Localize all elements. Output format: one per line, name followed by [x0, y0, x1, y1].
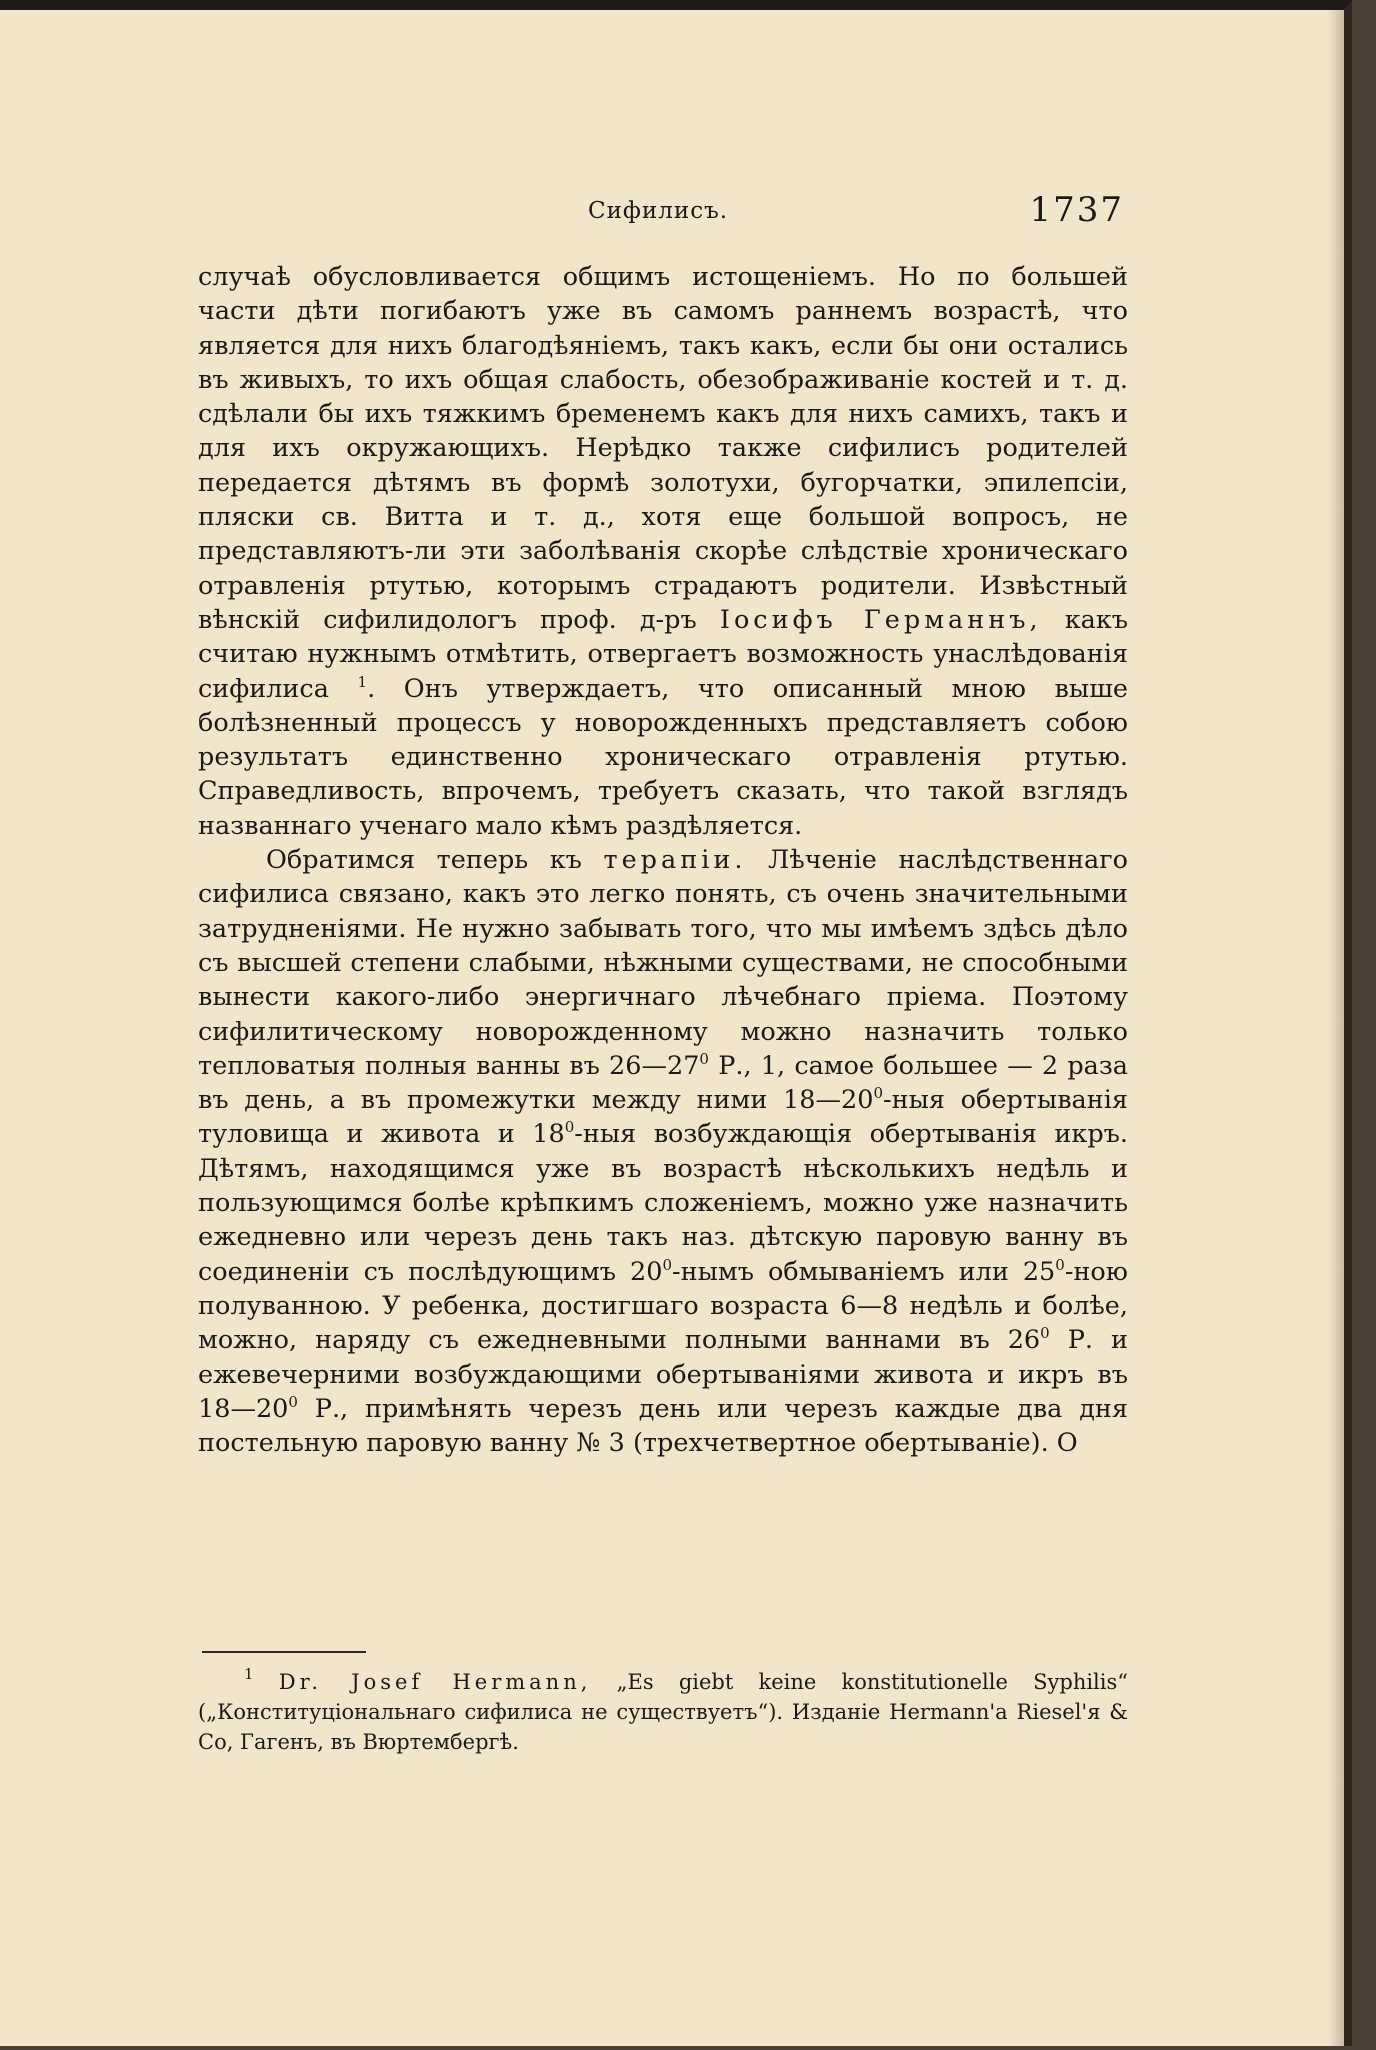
- degree-mark: 0: [564, 1118, 575, 1137]
- main-text: [198, 260, 1128, 1460]
- section-term: терапіи.: [603, 845, 747, 876]
- paragraph-2-text-e: -ныя возбуждающія обертыванія икръ. Дѣтямъ, находящимся уже въ возрастѣ нѣсколькихъ недѣль и пользующимся болѣе крѣпкимъ сложеніемъ, можно уже назначить ежедневно или черезъ день такъ наз. дѣтскую паровую ванну въ соединеніи съ послѣдующимъ 20: [198, 1119, 1129, 1287]
- paragraph-2-text-g: -ною полуванною. У ребенка, достигшаго возраста 6—8 недѣль и болѣе, можно, наряду съ ежедневными полными ваннами въ 26: [198, 1256, 1128, 1356]
- paragraph-1-text-c: . Онъ утверждаетъ, что описанный мною выше болѣзненный процессъ у новорожденныхъ представляетъ собою результатъ единственно хроническаго отравленія ртутью. Справедливость, впрочемъ, требуетъ сказать, что такой взглядъ названнаго ученаго мало кѣмъ раздѣляется.: [198, 673, 1128, 841]
- degree-mark: 0: [662, 1255, 672, 1274]
- page-number: 1737: [1029, 190, 1124, 230]
- paragraph-2-text-i: Р., примѣнять черезъ день или черезъ каждые два дня постельную паровую ванну № 3 (трехчетвертное обертываніе). О: [198, 1393, 1128, 1459]
- footnote-divider: [202, 1651, 366, 1653]
- paragraph-2-text-c: Р., 1, самое большее — 2 раза въ день, а въ промежутки между ними 18—20: [198, 1050, 1128, 1116]
- paragraph-1-text-b: какъ считаю нужнымъ отмѣтить, отвергаетъ возможность унаслѣдованія сифилиса: [198, 604, 1129, 704]
- degree-mark: 0: [288, 1392, 298, 1411]
- paragraph-2-text-b: Лѣченіе наслѣдственнаго сифилиса связано, какъ это легко понять, съ очень значительными затрудненіями. Не нужно забывать того, что мы имѣемъ здѣсь дѣло съ высшей степени слабыми, нѣжными существами, не способными вынести какого-либо энергичнаго лѣчебнаго пріема. Поэтому сифилитическому новорожденному можно назначить только тепловатыя полныя ванны въ 26—27: [198, 845, 1128, 1081]
- running-title: Сифилисъ.: [588, 198, 729, 224]
- footnote-reference[interactable]: 1: [357, 672, 368, 691]
- degree-mark: 0: [699, 1049, 709, 1068]
- footnote-author: Dr. Josef Hermann,: [278, 1670, 592, 1694]
- footnote-marker: 1: [244, 1665, 254, 1683]
- paragraph-2-text-h: Р. и ежевечерними возбуждающими обертываніями живота и икръ въ 18—20: [198, 1325, 1128, 1424]
- running-head: [198, 190, 1124, 240]
- paragraph-2-text-f: -нымъ обмываніемъ или 25: [672, 1256, 1056, 1287]
- paragraph-2: [198, 843, 1128, 1460]
- paragraph-1: [198, 260, 1128, 843]
- footnote-text: „Es giebt keine konstitutionelle Syphilis“ („Конституціональнаго сифилиса не существуетъ“). Изданіе Hermann'a Riesel'я & Co, Гагенъ, въ Вюртембергѣ.: [198, 1670, 1128, 1754]
- paragraph-2-text-d: -ныя обертыванія туловища и живота и 18: [198, 1085, 1128, 1150]
- author-name: Іосифъ Германнъ,: [719, 604, 1042, 635]
- paragraph-2-text-a: Обратимся теперь къ: [266, 845, 582, 876]
- paragraph-1-text-a: случаѣ обусловливается общимъ истощеніемъ. Но по большей части дѣти погибаютъ уже въ самомъ раннемъ возрастѣ, что является для нихъ благодѣяніемъ, такъ какъ, если бы они остались въ живыхъ, то ихъ общая слабость, обезображиваніе костей и т. д. сдѣлали бы ихъ тяжкимъ бременемъ какъ для нихъ самихъ, такъ и для ихъ окружающихъ. Нерѣдко также сифилисъ родителей передается дѣтямъ въ формѣ золотухи, бугорчатки, эпилепсіи, пляски св. Витта и т. д., хотя еще большой вопросъ, не представляютъ-ли эти заболѣванія скорѣе слѣдствіе хроническаго отравленія ртутью, которымъ страдаютъ родители. Извѣстный вѣнскій сифилидологъ проф. д-ръ: [198, 262, 1128, 635]
- degree-mark: 0: [1040, 1324, 1050, 1343]
- degree-mark: 0: [873, 1084, 883, 1103]
- degree-mark: 0: [1055, 1255, 1065, 1274]
- footnote: [198, 1667, 1128, 1757]
